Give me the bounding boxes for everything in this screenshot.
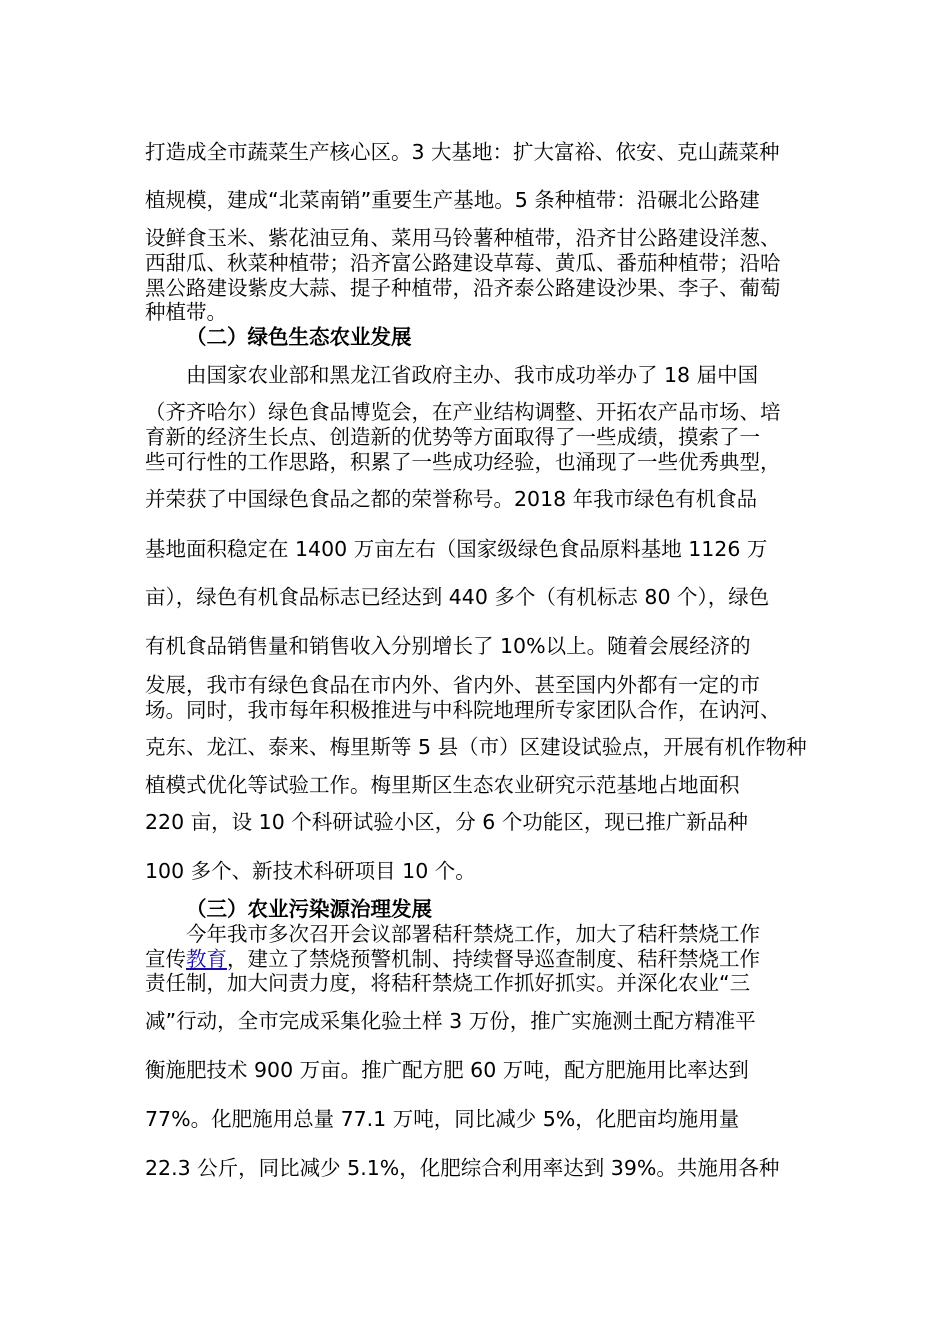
text-line: 减”行动，全市完成采集化验土样 3 万份，推广实施测土配方精准平: [145, 1009, 756, 1033]
text-line: 打造成全市蔬菜生产核心区。3 大基地：扩大富裕、依安、克山蔬菜种: [145, 140, 780, 164]
text-line: 克东、龙江、泰来、梅里斯等 5 县（市）区建设试验点，开展有机作物种: [145, 735, 807, 759]
text-line: 责任制，加大问责力度，将秸秆禁烧工作抓好抓实。并深化农业“三: [145, 971, 751, 995]
text-line: 衡施肥技术 900 万亩。推广配方肥 60 万吨，配方肥施用比率达到: [145, 1058, 749, 1082]
text-line: 植模式优化等试验工作。梅里斯区生态农业研究示范基地占地面积: [145, 773, 740, 797]
text-line: 西甜瓜、秋菜种植带；沿齐富公路建设草莓、黄瓜、番茄种植带；沿哈: [145, 251, 781, 275]
text-line: 些可行性的工作思路，积累了一些成功经验，也涌现了一些优秀典型，: [145, 450, 781, 474]
text-line: 有机食品销售量和销售收入分别增长了 10%以上。随着会展经济的: [145, 634, 751, 658]
text-line: 100 多个、新技术科研项目 10 个。: [145, 859, 476, 883]
section-heading: （三）农业污染源治理发展: [186, 897, 432, 921]
text-line: 由国家农业部和黑龙江省政府主办、我市成功举办了 18 届中国: [186, 363, 759, 387]
text-line: （齐齐哈尔）绿色食品博览会，在产业结构调整、开拓农产品市场、培: [145, 400, 781, 424]
text-line: 22.3 公斤，同比减少 5.1%，化肥综合利用率达到 39%。共施用各种: [145, 1156, 780, 1180]
text-line: 220 亩，设 10 个科研试验小区，分 6 个功能区，现已推广新品种: [145, 810, 748, 834]
text-line: 基地面积稳定在 1400 万亩左右（国家级绿色食品原料基地 1126 万: [145, 537, 768, 561]
text-line: 发展，我市有绿色食品在市内外、省内外、甚至国内外都有一定的市: [145, 673, 760, 697]
section-heading: （二）绿色生态农业发展: [186, 325, 412, 349]
text-line: 并荣获了中国绿色食品之都的荣誉称号。2018 年我市绿色有机食品: [145, 487, 758, 511]
text-line: 77%。化肥施用总量 77.1 万吨，同比减少 5%，化肥亩均施用量: [145, 1107, 740, 1131]
education-link[interactable]: 教育: [186, 947, 227, 971]
text-line: 育新的经济生长点、创造新的优势等方面取得了一些成绩，摸索了一: [145, 425, 760, 449]
text-line: 场。同时，我市每年积极推进与中科院地理所专家团队合作，在讷河、: [145, 698, 781, 722]
text-line: 今年我市多次召开会议部署秸秆禁烧工作，加大了秸秆禁烧工作: [186, 922, 760, 946]
text-line: 设鲜食玉米、紫花油豆角、菜用马铃薯种植带，沿齐甘公路建设洋葱、: [145, 226, 781, 250]
text-line-with-link: [145, 946, 810, 972]
text-line: 种植带。: [145, 300, 227, 324]
text-fragment: 宣传: [145, 947, 186, 971]
text-fragment: ，建立了禁烧预警机制、持续督导巡查制度、秸秆禁烧工作: [227, 947, 760, 971]
text-line: 黑公路建设紫皮大蒜、提子种植带，沿齐泰公路建设沙果、李子、葡萄: [145, 276, 781, 300]
text-line: 亩），绿色有机食品标志已经达到 440 多个（有机标志 80 个），绿色: [145, 585, 770, 609]
text-line: 植规模，建成“北菜南销”重要生产基地。5 条种植带：沿碾北公路建: [145, 188, 760, 212]
